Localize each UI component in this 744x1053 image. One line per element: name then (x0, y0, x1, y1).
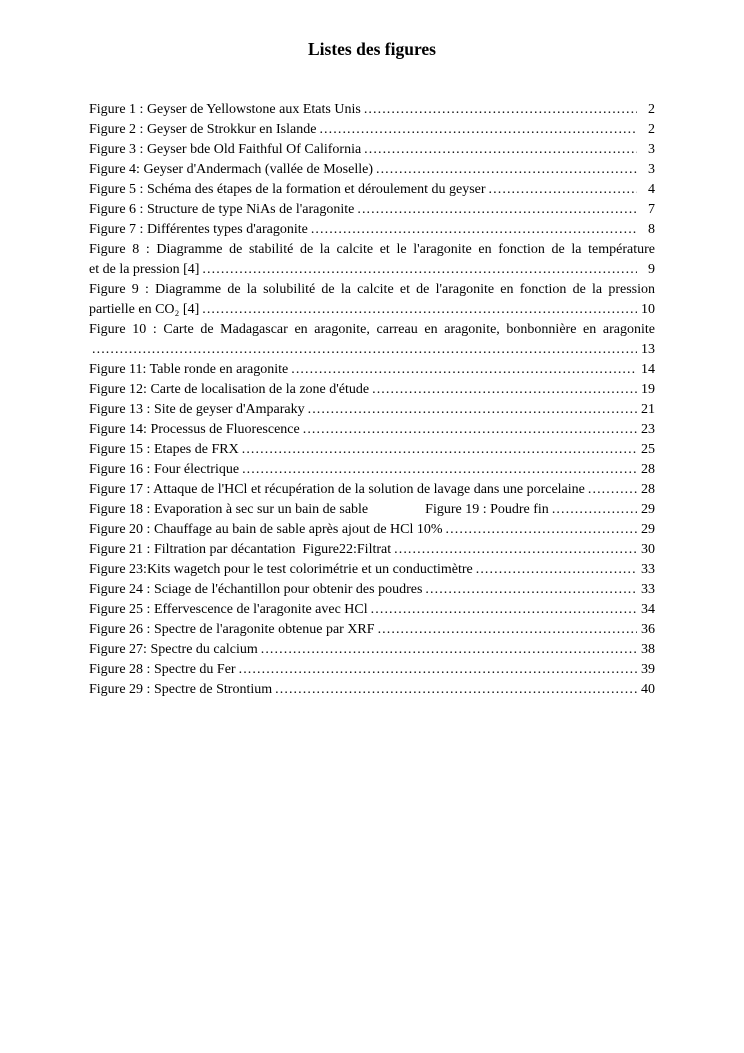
dot-leader (291, 360, 637, 380)
toc-entry-label: Figure 29 : Spectre de Strontium (89, 682, 273, 697)
toc-entry-12[interactable] (89, 380, 655, 400)
toc-entry-leader-line (89, 260, 655, 280)
toc-entry-leader-line (89, 300, 655, 320)
toc-entry-leader-line (89, 440, 655, 460)
dot-leader (476, 560, 637, 580)
toc-entry-page-number: 14 (641, 362, 655, 377)
toc-entry-page-number: 4 (648, 182, 655, 197)
toc-entry-page-number: 33 (641, 582, 655, 597)
dot-leader (394, 540, 637, 560)
toc-entry-label: Figure 23:Kits wagetch pour le test colorimétrie et un conductimètre (89, 562, 473, 577)
toc-entry-label: Figure 12: Carte de localisation de la zone d'étude (89, 382, 370, 397)
toc-entry-page-number: 39 (641, 662, 655, 677)
toc-entry-page-number: 28 (641, 482, 655, 497)
toc-entry-23[interactable] (89, 600, 655, 620)
toc-entry-page-number: 13 (641, 342, 655, 357)
toc-entry-25[interactable] (89, 640, 655, 660)
toc-entry-8[interactable] (89, 240, 655, 280)
toc-entry-leader-line (89, 160, 655, 180)
toc-entry-page-number: 36 (641, 622, 655, 637)
toc-entry-page-number: 9 (648, 262, 655, 277)
toc-entry-9[interactable] (89, 280, 655, 320)
dot-leader (378, 620, 637, 640)
dot-leader (376, 160, 637, 180)
toc-entry-label: Figure 21 : Filtration par décantation Figure22:Filtrat (89, 542, 392, 557)
toc-entry-5[interactable] (89, 180, 655, 200)
toc-entry-label: Figure 17 : Attaque de l'HCl et récupération de la solution de lavage dans une porcelaine (89, 482, 585, 497)
toc-entry-leader-line (89, 640, 655, 660)
dot-leader (202, 260, 637, 280)
toc-entry-leader-line (89, 540, 655, 560)
toc-entry-page-number: 19 (641, 382, 655, 397)
dot-leader (364, 140, 637, 160)
toc-entry-label: et de la pression [4] (89, 262, 200, 277)
toc-entry-label: Figure 15 : Etapes de FRX (89, 442, 239, 457)
toc-entry-label-secondary: Figure 19 : Poudre fin (425, 502, 549, 517)
figures-list (89, 100, 655, 700)
toc-entry-leader-line (89, 500, 655, 520)
toc-entry-wrap-line: Figure 9 : Diagramme de la solubilité de la calcite et de l'aragonite en fonction de la pression (89, 282, 655, 297)
dot-leader (242, 460, 637, 480)
toc-entry-label: Figure 25 : Effervescence de l'aragonite avec HCl (89, 602, 368, 617)
dot-leader (357, 200, 637, 220)
toc-entry-label: partielle en CO₂ [4] (89, 302, 200, 317)
toc-entry-14[interactable] (89, 420, 655, 440)
dot-leader (242, 440, 637, 460)
toc-entry-label: Figure 1 : Geyser de Yellowstone aux Etats Unis (89, 102, 361, 117)
toc-entry-label: Figure 3 : Geyser bde Old Faithful Of California (89, 142, 362, 157)
toc-entry-leader-line (89, 380, 655, 400)
toc-entry-page-number: 7 (648, 202, 655, 217)
toc-entry-leader-line (89, 180, 655, 200)
dot-leader (303, 420, 637, 440)
toc-entry-leader-line (89, 660, 655, 680)
toc-entry-13[interactable] (89, 400, 655, 420)
dot-leader (308, 400, 637, 420)
dot-leader (319, 120, 637, 140)
toc-entry-20[interactable] (89, 540, 655, 560)
toc-entry-leader-line (89, 420, 655, 440)
toc-entry-leader-line (89, 680, 655, 700)
toc-entry-page-number: 3 (648, 142, 655, 157)
dot-leader (275, 680, 637, 700)
dot-leader (239, 660, 637, 680)
dot-leader (92, 340, 637, 360)
toc-entry-wrap-line: Figure 10 : Carte de Madagascar en aragonite, carreau en aragonite, bonbonnière en aragonite (89, 322, 655, 337)
toc-entry-leader-line (89, 580, 655, 600)
toc-entry-16[interactable] (89, 460, 655, 480)
toc-entry-24[interactable] (89, 620, 655, 640)
toc-entry-leader-line (89, 200, 655, 220)
toc-entry-label: Figure 6 : Structure de type NiAs de l'aragonite (89, 202, 355, 217)
toc-entry-leader-line (89, 140, 655, 160)
toc-entry-19[interactable] (89, 520, 655, 540)
toc-entry-page-number: 34 (641, 602, 655, 617)
toc-entry-2[interactable] (89, 120, 655, 140)
dot-leader (588, 480, 637, 500)
toc-entry-leader-line (89, 120, 655, 140)
toc-entry-leader-line (89, 560, 655, 580)
toc-entry-3[interactable] (89, 140, 655, 160)
toc-entry-leader-line (89, 340, 655, 360)
toc-entry-page-number: 25 (641, 442, 655, 457)
toc-entry-leader-line (89, 460, 655, 480)
toc-entry-label: Figure 28 : Spectre du Fer (89, 662, 236, 677)
toc-entry-wrap-line: Figure 8 : Diagramme de stabilité de la calcite et le l'aragonite en fonction de la température (89, 242, 655, 257)
toc-entry-label: Figure 4: Geyser d'Andermach (vallée de Moselle) (89, 162, 373, 177)
toc-entry-page-number: 21 (641, 402, 655, 417)
toc-entry-leader-line (89, 620, 655, 640)
toc-entry-label: Figure 27: Spectre du calcium (89, 642, 258, 657)
dot-leader (372, 380, 637, 400)
toc-entry-1[interactable] (89, 100, 655, 120)
toc-entry-27[interactable] (89, 680, 655, 700)
toc-entry-page-number: 29 (641, 502, 655, 517)
toc-entry-label: Figure 18 : Evaporation à sec sur un bain de sable (89, 502, 369, 517)
toc-entry-21[interactable] (89, 560, 655, 580)
toc-entry-page-number: 30 (641, 542, 655, 557)
toc-entry-leader-line (89, 480, 655, 500)
toc-entry-leader-line (89, 220, 655, 240)
toc-entry-leader-line (89, 360, 655, 380)
toc-entry-11[interactable] (89, 360, 655, 380)
toc-entry-page-number: 33 (641, 562, 655, 577)
toc-entry-label: Figure 2 : Geyser de Strokkur en Islande (89, 122, 317, 137)
toc-entry-page-number: 2 (648, 102, 655, 117)
toc-entry-leader-line (89, 100, 655, 120)
toc-entry-page-number: 38 (641, 642, 655, 657)
toc-entry-page-number: 23 (641, 422, 655, 437)
dot-leader (489, 180, 637, 200)
toc-entry-page-number: 3 (648, 162, 655, 177)
toc-entry-page-number: 2 (648, 122, 655, 137)
toc-entry-label: Figure 24 : Sciage de l'échantillon pour obtenir des poudres (89, 582, 423, 597)
dot-leader (311, 220, 637, 240)
dot-leader (371, 600, 637, 620)
toc-entry-label: Figure 13 : Site de geyser d'Amparaky (89, 402, 305, 417)
toc-entry-label: Figure 16 : Four électrique (89, 462, 240, 477)
toc-entry-label: Figure 11: Table ronde en aragonite (89, 362, 289, 377)
toc-entry-4[interactable] (89, 160, 655, 180)
toc-entry-page-number: 8 (648, 222, 655, 237)
dot-leader (202, 300, 637, 320)
toc-entry-22[interactable] (89, 580, 655, 600)
toc-entry-15[interactable] (89, 440, 655, 460)
toc-entry-18[interactable] (89, 500, 655, 520)
dot-leader (446, 520, 637, 540)
dot-leader (364, 100, 637, 120)
toc-entry-17[interactable] (89, 480, 655, 500)
toc-entry-label: Figure 26 : Spectre de l'aragonite obtenue par XRF (89, 622, 375, 637)
toc-entry-page-number: 29 (641, 522, 655, 537)
toc-entry-10[interactable] (89, 320, 655, 360)
toc-entry-leader-line (89, 520, 655, 540)
toc-entry-7[interactable] (89, 220, 655, 240)
page-title: Listes des figures (307, 39, 436, 59)
toc-entry-label: Figure 20 : Chauffage au bain de sable après ajout de HCl 10% (89, 522, 443, 537)
toc-entry-page-number: 40 (641, 682, 655, 697)
toc-entry-label: Figure 14: Processus de Fluorescence (89, 422, 300, 437)
dot-leader (552, 500, 637, 520)
toc-entry-26[interactable] (89, 660, 655, 680)
toc-entry-leader-line (89, 400, 655, 420)
toc-entry-6[interactable] (89, 200, 655, 220)
dot-leader (261, 640, 637, 660)
toc-entry-label: Figure 7 : Différentes types d'aragonite (89, 222, 308, 237)
toc-entry-page-number: 10 (641, 302, 655, 317)
toc-entry-label: Figure 5 : Schéma des étapes de la formation et déroulement du geyser (89, 182, 486, 197)
toc-entry-leader-line (89, 600, 655, 620)
dot-leader (425, 580, 637, 600)
toc-entry-page-number: 28 (641, 462, 655, 477)
